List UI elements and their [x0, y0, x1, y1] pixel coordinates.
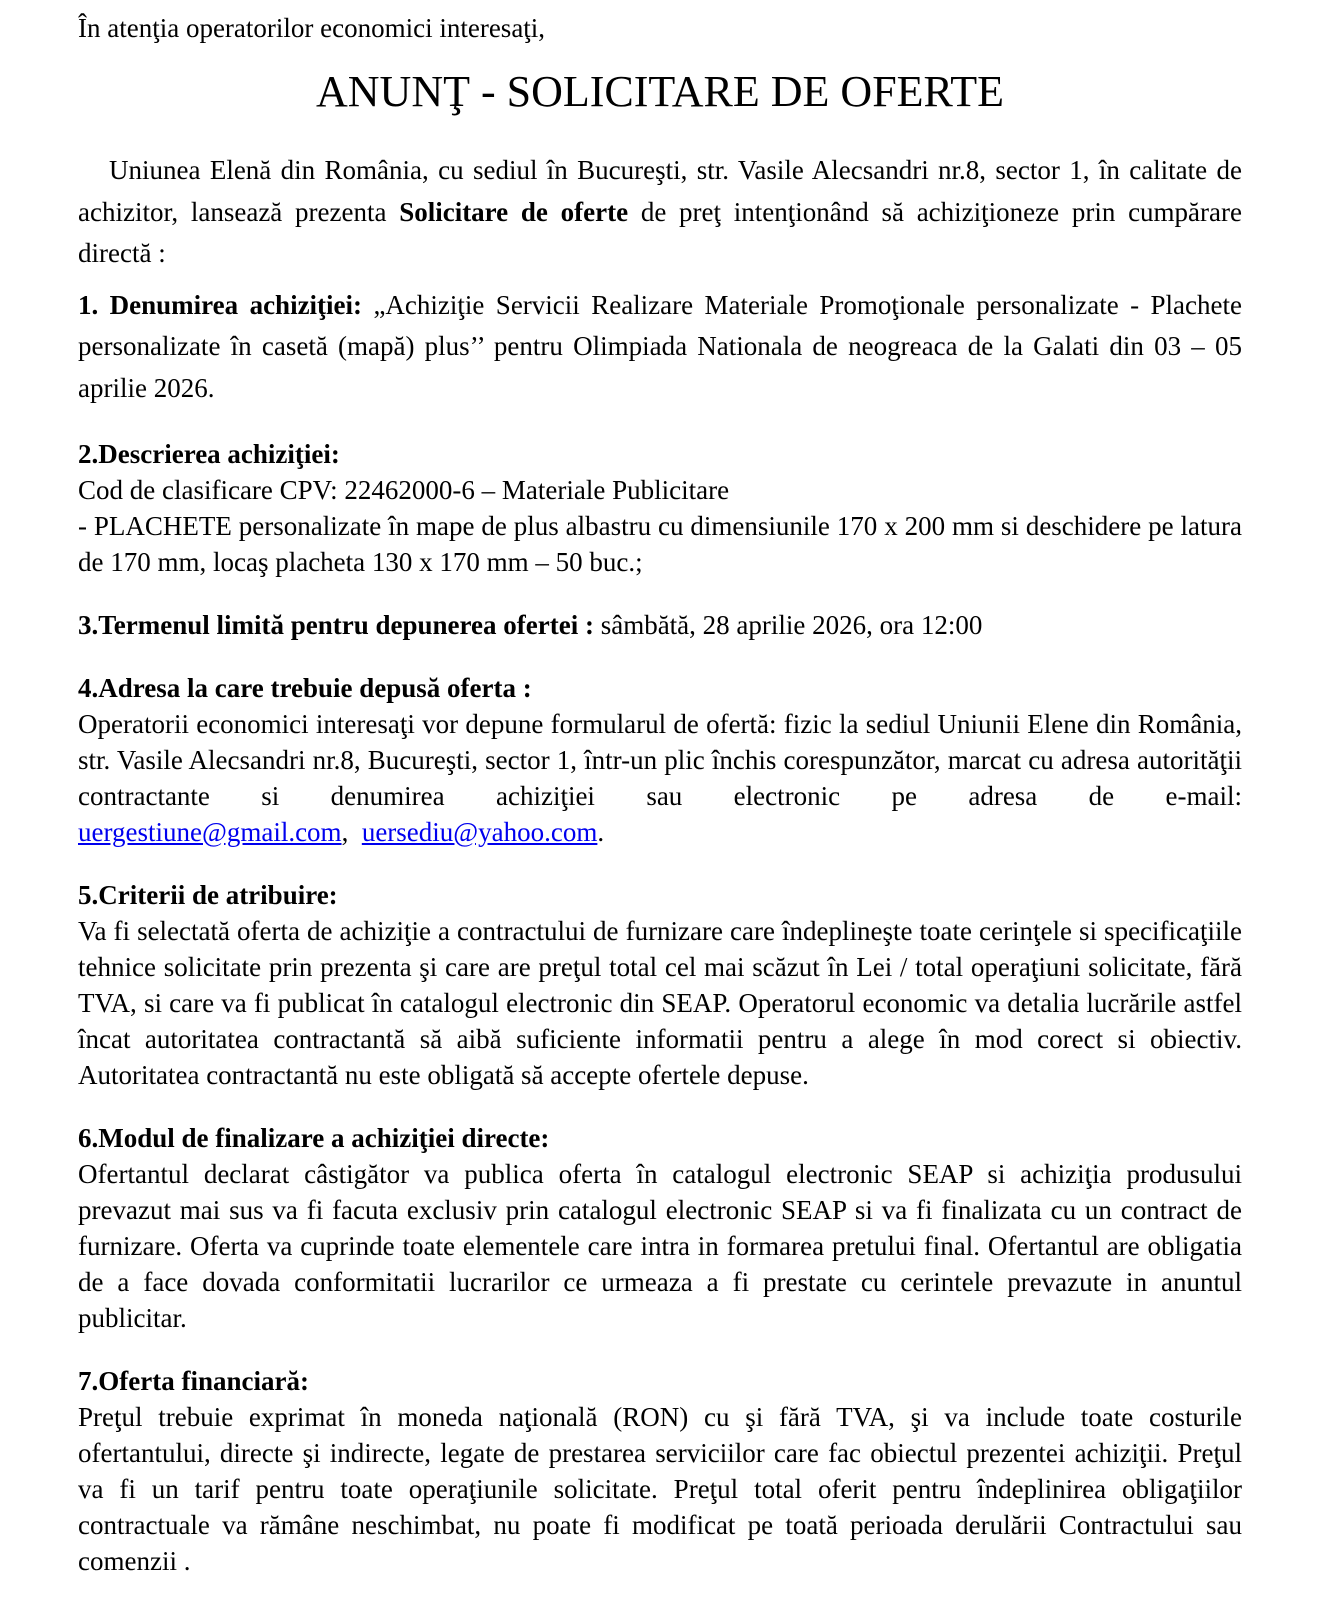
section-4-paragraph [78, 706, 1242, 850]
section-4-text: Operatorii economici interesaţi vor depune formularul de ofertă: fizic la sediul Uniunii Elene din România, str. Vasile Alecsandri nr.8, Bucureşti, sector 1, într-un plic închis corespunzător, marcat cu adresa autorităţii contractante si denumirea achiziţiei sau electronic pe adresa de e-mail: [78, 709, 1242, 811]
section-7-heading: 7.Oferta financiară: [78, 1366, 309, 1396]
section-3-heading: 3.Termenul limită pentru depunerea ofertei : [78, 610, 594, 640]
email-separator: , [341, 817, 362, 847]
section-2-heading: 2.Descrierea achiziţiei: [78, 439, 340, 469]
section-7-text: Preţul trebuie exprimat în moneda naţională (RON) cu şi fără TVA, şi va include toate costurile ofertantului, directe şi indirecte, legate de prestarea serviciilor care fac obiectul prezentei achiziţii. Preţul va fi un tarif pentru toate operaţiunile solicitate. Preţul total oferit pentru îndeplinirea obligaţiilor contractuale va rămâne neschimbat, nu poate fi modificat pe toată perioada derulării Contractului sau comenzii . [78, 1402, 1242, 1576]
intro-text-before: Uniunea Elenă din România, cu sediul în Bucureşti, str. Vasile Alecsandri nr.8, sector 1, în calitate de achizitor, lansează prezenta [78, 155, 1242, 227]
section-3-deadline-text: sâmbătă, 28 aprilie 2026, ora 12:00 [593, 610, 983, 640]
section-2-item-line: - PLACHETE personalizate în mape de plus albastru cu dimensiunile 170 x 200 mm si deschidere pe latura de 170 mm, locaş placheta 130 x 170 mm – 50 buc.; [78, 511, 1242, 577]
section-6-text: Ofertantul declarat câstigător va publica oferta în catalogul electronic SEAP si achiziţia produsului prevazut mai sus va fi facuta exclusiv prin catalogul electronic SEAP si va fi finalizata cu un contract de furnizare. Oferta va cuprinde toate elementele care intra in formarea pretului final. Ofertantul are obligatia de a face dovada conformitatii lucrarilor ce urmeaza a fi prestate cu cerintele prevazute in anuntul publicitar. [78, 1159, 1242, 1333]
section-5-text: Va fi selectată oferta de achiziţie a contractului de furnizare care îndeplineşte toate cerinţele si specificaţiile tehnice solicitate prin prezenta şi care are preţul total cel mai scăzut în Lei / total operaţiuni solicitate, fără TVA, si care va fi publicat în catalogul electronic din SEAP. Operatorul economic va detalia lucrările astfel încat autoritatea contractantă să aibă suficiente informatii pentru a alege în mod corect si obiectiv. Autoritatea contractantă nu este obligată să accepte ofertele depuse. [78, 916, 1242, 1090]
section-5-heading: 5.Criterii de atribuire: [78, 880, 338, 910]
email-link-gmail[interactable]: uergestiune@gmail.com [78, 817, 342, 847]
section-4-heading: 4.Adresa la care trebuie depusă oferta : [78, 673, 532, 703]
intro-bold-phrase: Solicitare de oferte [399, 196, 629, 227]
section-1-denumirea [78, 285, 1242, 410]
document-title: ANUNŢ - SOLICITARE DE OFERTE [316, 67, 1004, 116]
section-1-heading: 1. Denumirea achiziţiei: [78, 289, 363, 320]
attention-line: În atenţia operatorilor economici interesaţi, [78, 13, 546, 43]
section-4-text-end: . [597, 817, 605, 847]
intro-paragraph [78, 150, 1242, 275]
section-6-heading: 6.Modul de finalizare a achiziţiei directe: [78, 1123, 550, 1153]
section-1-text: „Achiziţie Servicii Realizare Materiale Promoţionale personalizate - Plachete personalizate în casetă (mapă) plus’’ pentru Olimpiada Nationala de neogreaca de la Galati din 03 – 05 aprilie 2026. [78, 289, 1242, 403]
email-link-yahoo[interactable]: uersediu@yahoo.com [361, 817, 598, 847]
intro-text-after: de preţ intenţionând să achiziţioneze prin cumpărare directă : [78, 196, 1242, 268]
section-2-cpv-line: Cod de clasificare CPV: 22462000-6 – Materiale Publicitare [78, 475, 730, 505]
section-3-termen [78, 607, 1242, 643]
